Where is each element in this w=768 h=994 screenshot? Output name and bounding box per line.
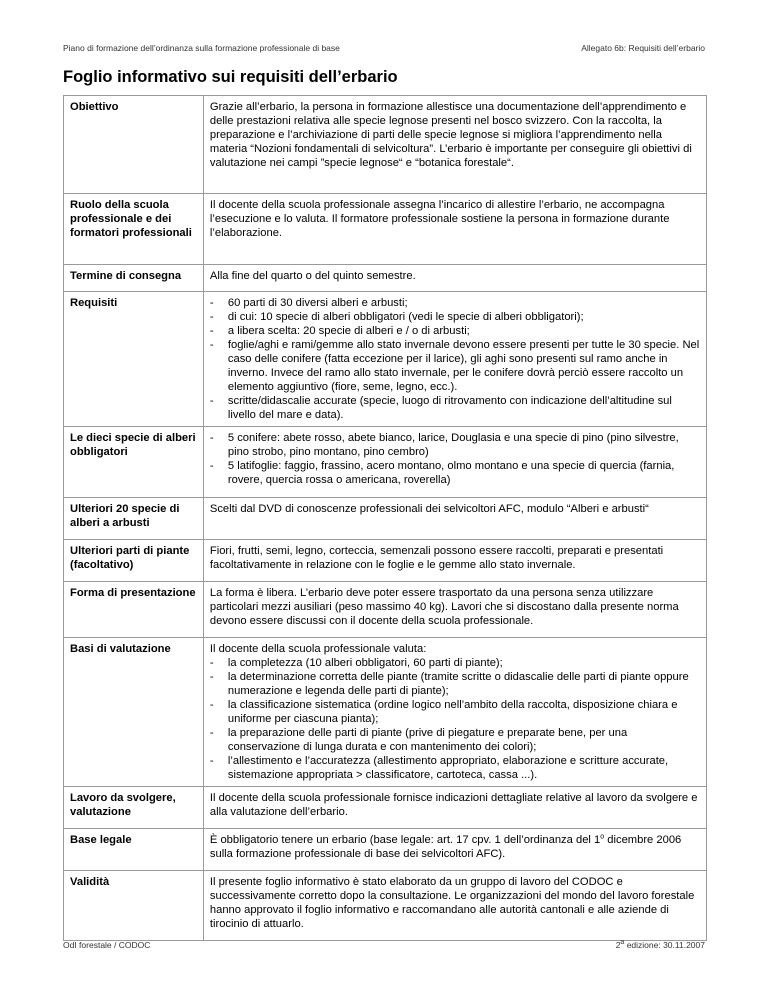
list-item: - l’allestimento e l’accuratezza (allestimento appropriato, elaborazione e scritture accurate, sistemazione appropriata > classificatore, cartoteca, cassa ...). — [210, 754, 700, 782]
row-value — [203, 829, 706, 871]
edition-number: 2 — [615, 940, 621, 950]
row-label: Ulteriori 20 specie di alberi a arbusti — [64, 498, 204, 540]
specie-list — [210, 431, 700, 487]
edition-sup: a — [620, 939, 625, 947]
row-lavoro — [64, 787, 707, 829]
basi-intro: Il docente della scuola professionale valuta: — [209, 643, 427, 655]
header-left: Piano di formazione dell’ordinanza sulla formazione professionale di base — [63, 43, 340, 53]
row-label: Ruolo della scuola professionale e dei formatori professionali — [64, 194, 204, 265]
row-validita — [64, 871, 707, 941]
row-label: Forma di presentazione — [64, 582, 204, 638]
row-label: Basi di valutazione — [64, 638, 204, 787]
list-item: - la classificazione sistematica (ordine logico nell’ambito della raccolta, disposizione chiara e uniforme per ciascuna pianta); — [210, 698, 700, 726]
footer-right — [616, 940, 705, 950]
list-item: - 5 latifoglie: faggio, frassino, acero montano, olmo montano e una specie di quercia (farnia, rovere, quercia rossa o americana, roverella) — [210, 459, 700, 487]
row-value — [203, 638, 706, 787]
row-value: Alla fine del quarto o del quinto semestre. — [203, 265, 706, 292]
row-label: Termine di consegna — [64, 265, 204, 292]
row-requisiti — [64, 292, 707, 427]
row-basi — [64, 638, 707, 787]
row-value: Fiori, frutti, semi, legno, corteccia, semenzali possono essere raccolti, preparati e presentati facoltativamente in relazione con le foglie e le gemme allo stato invernale. — [203, 540, 706, 582]
row-label: Le dieci specie di alberi obbligatori — [64, 427, 204, 498]
row-value: La forma è libera. L’erbario deve poter essere trasportato da una persona senza utilizzare particolari mezzi ausiliari (peso massimo 40 kg). Lavori che si discostano dalla presente norma devono essere discussi con il docente della scuola professionale. — [203, 582, 706, 638]
row-dieci-specie — [64, 427, 707, 498]
row-label: Validità — [64, 871, 204, 941]
row-label: Requisiti — [64, 292, 204, 427]
row-termine — [64, 265, 707, 292]
list-item: - la determinazione corretta delle piante (tramite scritte o didascalie delle parti di piante oppure numerazione e legenda delle parti di piante); — [210, 670, 700, 698]
row-label: Obiettivo — [64, 96, 204, 194]
row-obiettivo — [64, 96, 707, 194]
row-label: Lavoro da svolgere, valutazione — [64, 787, 204, 829]
row-ruolo — [64, 194, 707, 265]
row-forma — [64, 582, 707, 638]
row-label: Base legale — [64, 829, 204, 871]
header-right: Allegato 6b: Requisiti dell’erbario — [581, 43, 705, 53]
row-value: Il docente della scuola professionale assegna l’incarico di allestire l’erbario, ne accompagna l’esecuzione e lo valuta. Il formatore professionale sostiene la persona in formazione durante l’elaborazione. — [203, 194, 706, 265]
requirements-table — [63, 95, 707, 941]
row-value: Il presente foglio informativo è stato elaborato da un gruppo di lavoro del CODOC e successivamente corretto dopo la consultazione. Le organizzazioni del mondo del lavoro forestale hanno approvato il foglio informativo e raccomandano alle autorità cantonali e alle aziende di tirocinio di attuarlo. — [203, 871, 706, 941]
list-item: - la completezza (10 alberi obbligatori, 60 parti di piante); — [210, 656, 700, 670]
list-item: - di cui: 10 specie di alberi obbligatori (vedi le specie di alberi obbligatori); — [210, 310, 700, 324]
row-value: Scelti dal DVD di conoscenze professionali dei selvicoltori AFC, modulo “Alberi e arbusti“ — [203, 498, 706, 540]
row-value — [203, 292, 706, 427]
list-item: - foglie/aghi e rami/gemme allo stato invernale devono essere presenti per tutte le 30 specie. Nel caso delle conifere (fatta eccezione per il larice), gli aghi sono presenti sul ramo anche in inverno. Invece del ramo allo stato invernale, per le conifere dovrà perciò essere raccolto un elemento aggiuntivo (fiore, seme, legno, ecc.). — [210, 338, 700, 394]
base-text-a: È obbligatorio tenere un erbario (base legale: art. 17 cpv. 1 dell’ordinanza del 1 — [209, 834, 601, 846]
basi-list — [210, 656, 700, 782]
row-value — [203, 427, 706, 498]
row-value: Grazie all’erbario, la persona in formazione allestisce una documentazione dell’apprendimento e delle prestazioni relativa alle specie legnose presenti nel bosco svizzero. Con la raccolta, la preparazione e l’archiviazione di parti delle specie legnose si migliora l’apprendimento nella materia “Nozioni fondamentali di selvicoltura”. L’erbario è importante per conseguire gli obiettivi di valutazione nei campi ”specie legnose“ e “botanica forestale“. — [203, 96, 706, 194]
row-ulteriori-20 — [64, 498, 707, 540]
row-label: Ulteriori parti di piante (facoltativo) — [64, 540, 204, 582]
requisiti-list — [210, 296, 700, 422]
edition-text: edizione: 30.11.2007 — [624, 940, 705, 950]
footer-left: OdI forestale / CODOC — [63, 940, 151, 950]
row-value: Il docente della scuola professionale fornisce indicazioni dettagliate relative al lavoro da svolgere e alla valutazione dell’erbario. — [203, 787, 706, 829]
list-item: - 5 conifere: abete rosso, abete bianco, larice, Douglasia e una specie di pino (pino silvestre, pino strobo, pino montano, pino cembro) — [210, 431, 700, 459]
base-sup: o — [600, 833, 605, 841]
list-item: - scritte/didascalie accurate (specie, luogo di ritrovamento con indicazione dell’altitudine sul livello del mare e data). — [210, 394, 700, 422]
row-ulteriori-parti — [64, 540, 707, 582]
list-item: - la preparazione delle parti di piante (prive di piegature e preparate bene, per una conservazione di lunga durata e con mantenimento dei colori); — [210, 726, 700, 754]
row-base-legale — [64, 829, 707, 871]
page-title: Foglio informativo sui requisiti dell’erbario — [63, 68, 398, 86]
list-item: - 60 parti di 30 diversi alberi e arbusti; — [210, 296, 700, 310]
base-text-b: dicembre 2006 sulla formazione professionale di base dei selvicoltori AFC). — [209, 834, 682, 860]
list-item: - a libera scelta: 20 specie di alberi e / o di arbusti; — [210, 324, 700, 338]
